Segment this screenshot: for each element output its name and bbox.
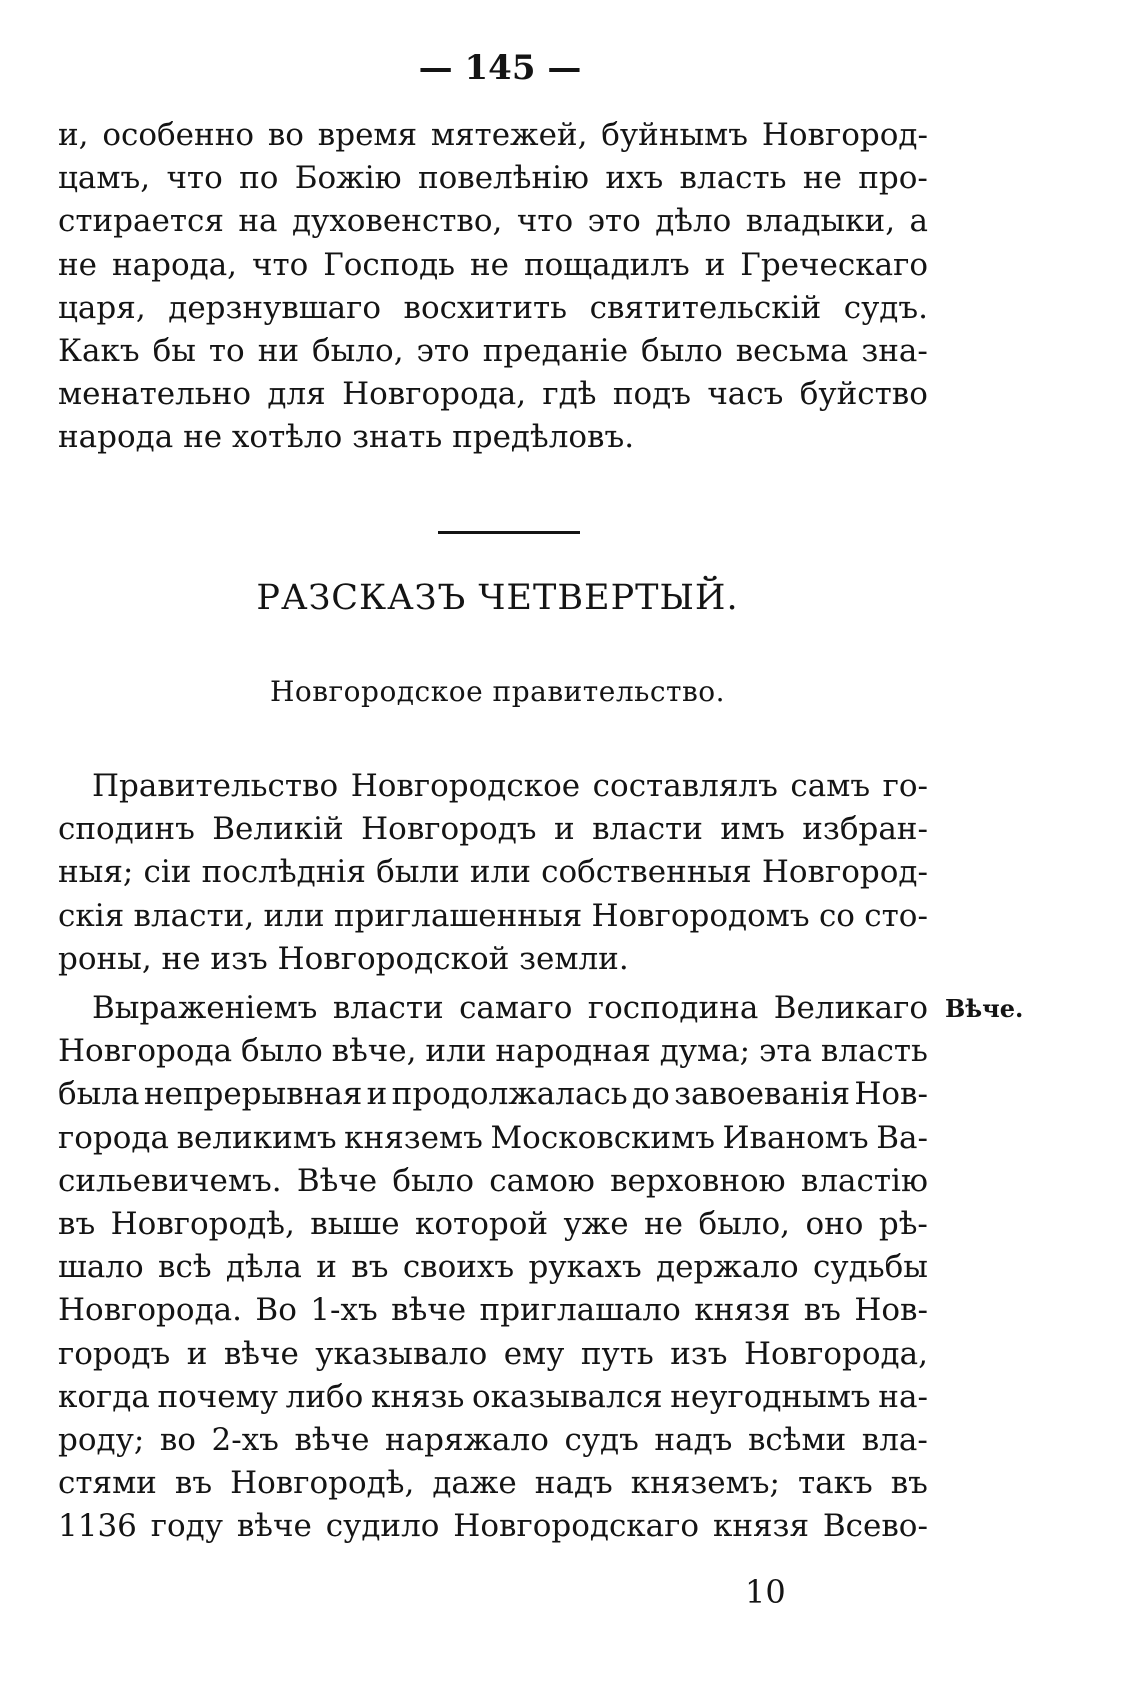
word: власть [820, 1033, 928, 1070]
word: въ [174, 1465, 213, 1502]
word: Вѣче [296, 1162, 378, 1199]
word: преданіе [482, 332, 629, 369]
word: весьма [735, 332, 849, 369]
word: послѣднія [201, 854, 366, 891]
word: сподинъ [58, 811, 195, 848]
word: подъ [612, 376, 691, 413]
text-line [58, 1246, 928, 1289]
word: не [470, 246, 510, 283]
word: или [469, 854, 531, 891]
word: гдѣ [542, 376, 597, 413]
word: даже [432, 1465, 517, 1502]
word: не [802, 160, 842, 197]
word: выше [310, 1205, 400, 1242]
word: было [241, 1033, 323, 1070]
word: не [58, 246, 98, 283]
word: верховною [610, 1162, 786, 1199]
word: города [58, 1119, 169, 1156]
word: оно [805, 1205, 864, 1242]
word: Греческаго [740, 246, 928, 283]
text-line [58, 1030, 928, 1073]
word: судило [325, 1508, 440, 1545]
word: сіи [143, 854, 192, 891]
text-line [58, 1376, 928, 1419]
word: дерзнувшаго [168, 289, 381, 326]
word: непрерывная [143, 1076, 363, 1113]
word: уже [563, 1205, 629, 1242]
word: было, [698, 1205, 791, 1242]
word: или [263, 897, 325, 934]
word: особенно [102, 117, 255, 153]
text-line [58, 287, 928, 330]
word: Иваномъ [722, 1119, 869, 1156]
word: то [208, 332, 245, 369]
chapter-title: РАЗСКАЗЪ ЧЕТВЕРТЫЙ. [256, 578, 739, 618]
word: самаго [459, 990, 573, 1026]
word: по [239, 160, 279, 197]
word: своихъ [402, 1249, 515, 1286]
text-line: роны, не изъ Новгородской земли. [58, 940, 629, 977]
word: Новгородѣ, [230, 1465, 415, 1502]
text-line [58, 895, 928, 938]
word: роду; [58, 1421, 145, 1458]
word: 1136 [58, 1508, 137, 1545]
word: царя, [58, 289, 146, 326]
text-line [58, 373, 928, 416]
word: Новгород- [761, 854, 928, 891]
word: Какъ [58, 332, 140, 369]
word: Ва- [876, 1119, 928, 1156]
word: и [553, 811, 575, 848]
word: самою [489, 1162, 595, 1199]
text-line: народа не хотѣло знать предѣловъ. [58, 419, 635, 456]
text-line [58, 1462, 928, 1505]
word: изъ [670, 1335, 728, 1372]
word: Господь [323, 246, 456, 283]
word: рѣ- [878, 1205, 928, 1242]
word: стями [58, 1465, 157, 1502]
word: неугоднымъ [670, 1378, 871, 1415]
paragraph-two [58, 987, 928, 1548]
word: про- [858, 160, 928, 197]
word: вѣче [391, 1292, 467, 1329]
word: всѣ [158, 1249, 212, 1286]
word: Выраженіемъ [92, 990, 318, 1026]
word: завоеванія [674, 1076, 850, 1113]
word: менательно [58, 376, 251, 413]
text-line [58, 244, 928, 287]
word: Великій [212, 811, 344, 848]
word: такъ [797, 1465, 873, 1502]
text-line [58, 765, 928, 808]
word: власти [592, 811, 703, 848]
word: сильевичемъ. [58, 1162, 282, 1199]
word: власти [332, 990, 444, 1026]
word: ни [257, 332, 300, 369]
word: Новгорода. [58, 1292, 242, 1329]
word: княземъ; [630, 1465, 780, 1502]
word: въ [58, 1205, 96, 1242]
word: бы [152, 332, 196, 369]
margin-note: Вѣче. [945, 994, 1024, 1023]
text-line [58, 1073, 928, 1116]
word: властію [800, 1162, 928, 1199]
text-line [58, 851, 928, 894]
word: Новгорода [58, 1033, 233, 1070]
text-line [58, 1333, 928, 1376]
word: продолжалась [391, 1076, 628, 1113]
word: Нов- [854, 1292, 928, 1329]
word: имъ [720, 811, 785, 848]
word: судъ. [843, 289, 928, 326]
word: судьбы [813, 1249, 928, 1286]
word: не [644, 1205, 684, 1242]
word: народа, [111, 246, 238, 283]
text-line [58, 1419, 928, 1462]
word: князя [694, 1292, 791, 1329]
word: наряжало [385, 1421, 549, 1458]
word: надъ [534, 1465, 613, 1502]
intro-paragraph [58, 114, 928, 460]
word: держало [656, 1249, 799, 1286]
word: народная [495, 1033, 651, 1070]
text-line [58, 200, 928, 243]
word: составлялъ [592, 768, 778, 804]
word: ныя; [58, 854, 134, 891]
text-line [58, 987, 928, 1030]
word: Новгородъ [361, 811, 537, 848]
word: князя [712, 1508, 809, 1545]
word: всѣми [747, 1421, 847, 1458]
page-number: — 145 — [418, 48, 582, 88]
word: эта [758, 1033, 812, 1070]
word: въ [803, 1292, 841, 1329]
word: оказывался [471, 1378, 663, 1415]
signature-mark: 10 [745, 1573, 786, 1611]
paragraph-one [58, 765, 928, 981]
word: власти, [133, 897, 255, 934]
word: приглашенныя [333, 897, 583, 934]
word: дума; [659, 1033, 751, 1070]
word: Великаго [773, 990, 928, 1026]
word: на [238, 203, 278, 240]
word: рукахъ [528, 1249, 642, 1286]
word: буйнымъ [601, 117, 748, 153]
chapter-subtitle: Новгородское правительство. [269, 675, 726, 708]
text-line [58, 808, 928, 851]
word: въ [890, 1465, 928, 1502]
word: вѣче [236, 1508, 312, 1545]
word: княземъ [344, 1119, 483, 1156]
word: князь [370, 1378, 465, 1415]
word: Новгородомъ [591, 897, 810, 934]
word: цамъ, [58, 160, 151, 197]
word: Новгорода, [743, 1335, 928, 1372]
word: вѣче [223, 1335, 299, 1372]
word: дѣло [655, 203, 732, 240]
word: шало [58, 1249, 144, 1286]
word: на- [878, 1378, 928, 1415]
word: собственныя [541, 854, 752, 891]
word: году [150, 1508, 223, 1545]
word: и [186, 1335, 208, 1372]
word: 2-хъ [211, 1421, 279, 1458]
word: пощадилъ [523, 246, 690, 283]
word: зна- [861, 332, 928, 369]
word: или [425, 1033, 487, 1070]
word: стирается [58, 203, 224, 240]
word: самъ [790, 768, 871, 804]
word: путь [580, 1335, 654, 1372]
word: были [376, 854, 460, 891]
text-line [58, 114, 928, 157]
word: которой [415, 1205, 549, 1242]
word: почему [157, 1378, 279, 1415]
word: городъ [58, 1335, 171, 1372]
text-line [58, 157, 928, 200]
word: вѣче [294, 1421, 370, 1458]
word: было [641, 332, 723, 369]
word: Правительство [92, 768, 339, 804]
word: Новгорода, [342, 376, 527, 413]
word: ему [503, 1335, 565, 1372]
word: скія [58, 897, 125, 934]
word: это [587, 203, 641, 240]
word: во [159, 1421, 196, 1458]
word: избран- [802, 811, 928, 848]
word: духовенство, [291, 203, 503, 240]
word: Новгородскаго [453, 1508, 700, 1545]
word: владыки, [745, 203, 896, 240]
word: и, [58, 117, 89, 153]
word: Новгородѣ, [110, 1205, 295, 1242]
word: въ [351, 1249, 389, 1286]
word: время [317, 117, 418, 153]
word: Всево- [822, 1508, 928, 1545]
word: для [267, 376, 326, 413]
word: сто- [864, 897, 928, 934]
word: до [632, 1076, 670, 1113]
word: 1-хъ [310, 1292, 378, 1329]
word: Во [255, 1292, 297, 1329]
word: власть [679, 160, 787, 197]
word: либо [285, 1378, 364, 1415]
word: вѣче, [331, 1033, 417, 1070]
section-divider [438, 531, 580, 534]
word: повелѣнію [417, 160, 590, 197]
word: вла- [861, 1421, 928, 1458]
word: Нов- [854, 1076, 928, 1113]
word: что [166, 160, 223, 197]
text-line [58, 1160, 928, 1203]
text-line [58, 1203, 928, 1246]
word: и [366, 1076, 388, 1113]
word: что [516, 203, 574, 240]
word: было [392, 1162, 475, 1199]
word: дѣла [225, 1249, 302, 1286]
word: указывало [315, 1335, 488, 1372]
text-line [58, 1117, 928, 1160]
word: когда [58, 1378, 150, 1415]
word: го- [882, 768, 928, 804]
word: это [416, 332, 470, 369]
word: а [909, 203, 928, 240]
word: было, [312, 332, 404, 369]
word: во [267, 117, 304, 153]
word: и [316, 1249, 337, 1286]
word: господина [587, 990, 759, 1026]
text-line [58, 1505, 928, 1548]
text-line [58, 1289, 928, 1332]
word: что [251, 246, 309, 283]
word: святительскій [589, 289, 822, 326]
word: и [704, 246, 726, 283]
text-line [58, 330, 928, 373]
word: Московскимъ [490, 1119, 715, 1156]
word: надъ [654, 1421, 733, 1458]
word: мятежей, [430, 117, 588, 153]
word: ихъ [605, 160, 664, 197]
word: Новгородское [350, 768, 581, 804]
word: была [58, 1076, 140, 1113]
word: со [818, 897, 855, 934]
word: Новгород- [761, 117, 928, 153]
word: буйство [799, 376, 928, 413]
word: Божію [294, 160, 402, 197]
word: судъ [564, 1421, 639, 1458]
word: великимъ [176, 1119, 337, 1156]
word: приглашало [479, 1292, 681, 1329]
word: часъ [707, 376, 784, 413]
word: восхитить [403, 289, 568, 326]
